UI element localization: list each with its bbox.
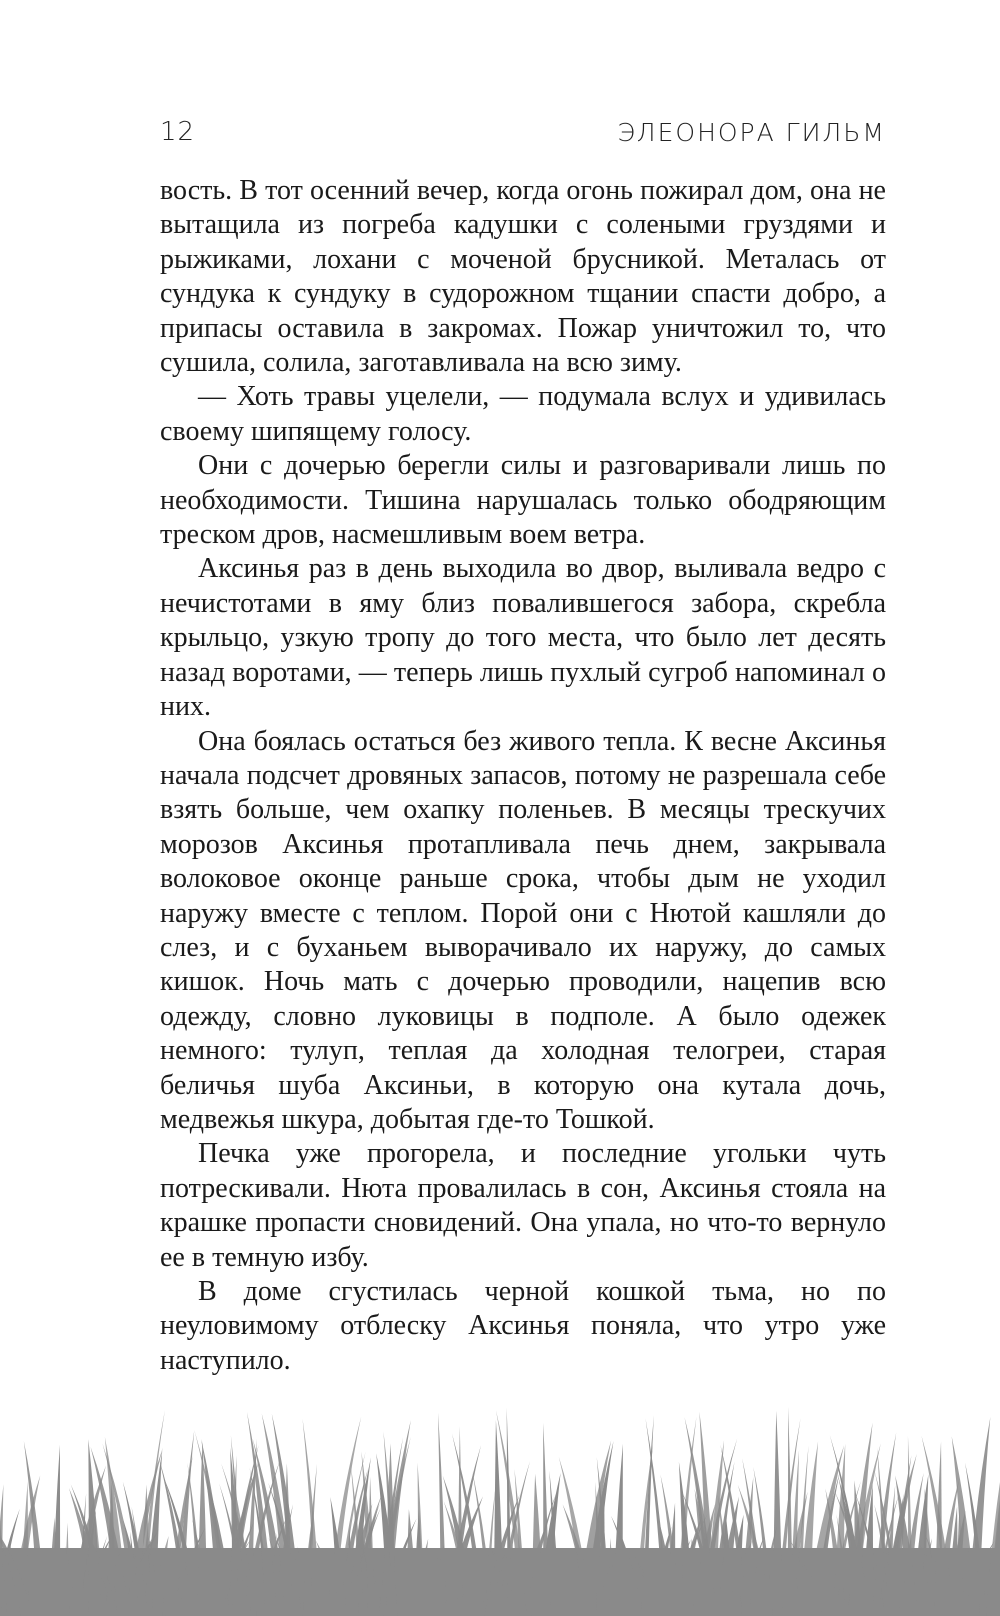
grass-border-icon	[0, 1398, 1000, 1616]
body-text	[160, 174, 886, 1378]
paragraph: вость. В тот осенний вечер, когда огонь пожирал дом, она не вытащила из погреба кадушки с солеными груздями и рыжиками, лохани с моченой брусникой. Металась от сундука к сундуку в судорожном тщании спасти добро, а припасы оставила в закромах. Пожар уничтожил то, что сушила, солила, заготавливала на всю зиму.	[160, 175, 886, 379]
running-header-author: ЭЛЕОНОРА ГИЛЬМ	[617, 117, 886, 147]
paragraph: — Хоть травы уцелели, — подумала вслух и удивилась своему шипящему голосу.	[160, 381, 886, 447]
grass-blade	[986, 1444, 1000, 1616]
page-number: 12	[160, 117, 196, 147]
grass-blade	[613, 1444, 623, 1616]
paragraph: Печка уже прогорела, и последние угольки чуть потрескивали. Нюта провалилась в сон, Аксинья стояла на крашке пропасти сновидений. Она упала, но что-то вернуло ее в темную избу.	[160, 1138, 886, 1273]
paragraph: Она боялась остаться без живого тепла. К весне Аксинья начала подсчет дровяных запасов, потому не разрешала себе взять больше, чем охапку поленьев. В месяцы трескучих морозов Аксинья протапливала печь днем, закрывала волоковое оконце раньше срока, чтобы дым не уходил наружу вместе с теплом. Порой они с Нютой кашляли до слез, и с буханьем выворачивало их наружу, до самых кишок. Ночь мать с дочерью проводили, нацепив всю одежду, словно луковицы в подполе. А было одежек немного: тулуп, теплая да холодная телогреи, старая беличья шуба Аксиньи, в которую она кутала дочь, медвежья шкура, добытая где-то Тошкой.	[160, 725, 886, 1135]
paragraph: В доме сгустилась черной кошкой тьма, но по неуловимому отблеску Аксинья поняла, что утро уже наступило.	[160, 1276, 886, 1376]
running-header	[160, 112, 886, 152]
grass-blade	[368, 1477, 374, 1616]
paragraph: Аксинья раз в день выходила во двор, выливала ведро с нечистотами в яму близ повалившегося забора, скребла крыльцо, узкую тропу до того места, что было лет десять назад воротами, — теперь лишь пухлый сугроб напоминал о них.	[160, 553, 886, 723]
paragraph: Они с дочерью берегли силы и разговаривали лишь по необходимости. Тишина нарушалась только ободряющим треском дров, насмешливым воем ветра.	[160, 450, 886, 551]
grass-blades	[0, 1407, 1000, 1616]
grass-blade	[507, 1408, 512, 1616]
